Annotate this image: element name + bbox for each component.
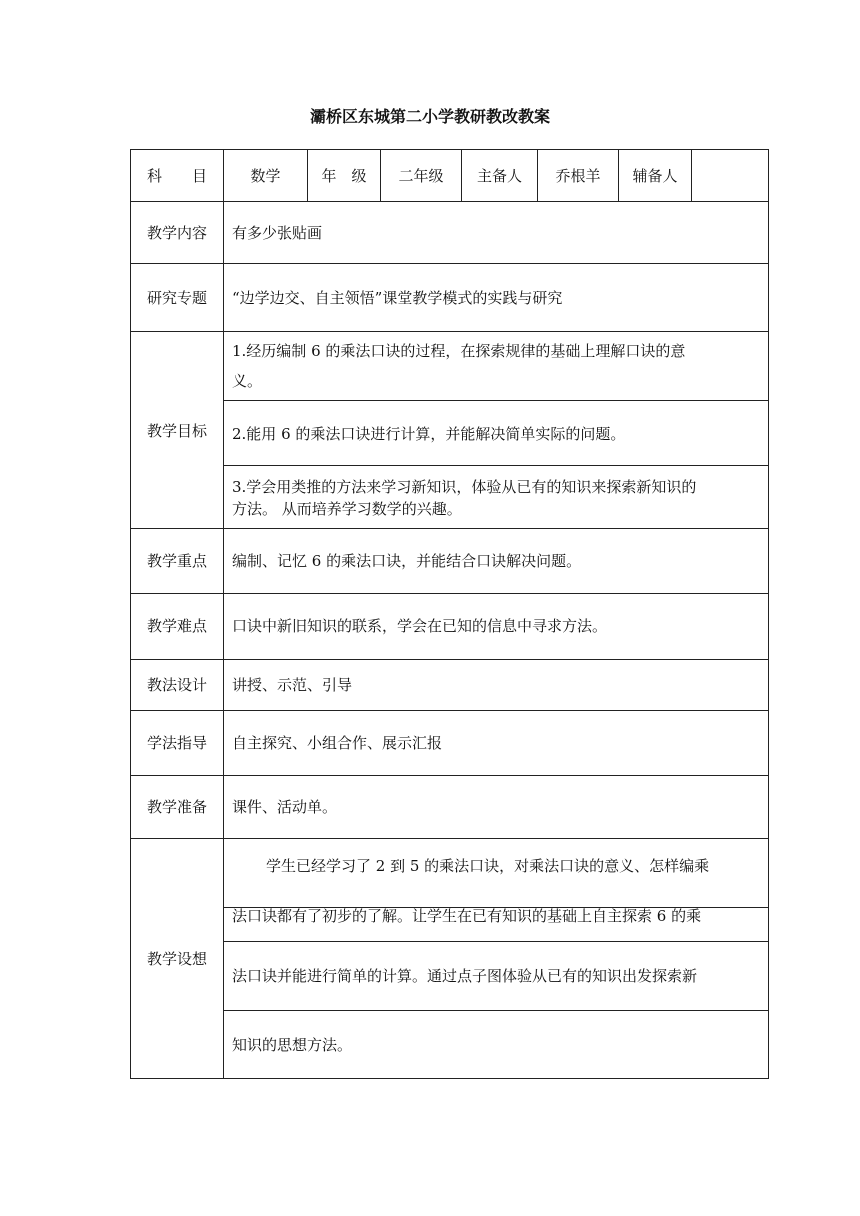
- goal-1-line-2: 义。: [232, 372, 263, 390]
- key-points-label: 教学重点: [146, 552, 207, 570]
- subject-value: 数学: [250, 167, 281, 185]
- row-divider: [130, 775, 769, 776]
- sub-row-divider: [223, 941, 769, 942]
- row-divider: [130, 659, 769, 660]
- design-line-4: 知识的思想方法。: [232, 1036, 353, 1054]
- row-divider: [130, 710, 769, 711]
- grade-label: 年 级: [321, 167, 367, 185]
- study-guidance-value: 自主探究、小组合作、展示汇报: [232, 734, 443, 752]
- design-line-1: 学生已经学习了 2 到 5 的乘法口诀，对乘法口诀的意义、怎样编乘: [266, 857, 710, 875]
- assistant-preparer-label: 辅备人: [632, 167, 678, 185]
- difficulty-value: 口诀中新旧知识的联系，学会在已知的信息中寻求方法。: [232, 617, 608, 635]
- header-column-divider: [691, 149, 692, 202]
- row-divider: [130, 263, 769, 264]
- study-guidance-label: 学法指导: [146, 734, 207, 752]
- table-border-right: [768, 149, 769, 1079]
- preparation-label: 教学准备: [146, 798, 207, 816]
- sub-row-divider: [223, 1010, 769, 1011]
- label-column-divider: [223, 149, 224, 1079]
- teaching-method-label: 教法设计: [146, 676, 207, 694]
- design-line-3: 法口诀并能进行简单的计算。通过点子图体验从已有的知识出发探索新: [232, 967, 698, 985]
- page-title: 灞桥区东城第二小学教研教改教案: [309, 107, 550, 126]
- row-divider: [130, 331, 769, 332]
- design-line-2: 法口诀都有了初步的了解。让学生在已有知识的基础上自主探索 6 的乘: [232, 907, 702, 925]
- preparation-value: 课件、活动单。: [232, 798, 338, 816]
- lead-preparer-value: 乔根羊: [555, 167, 601, 185]
- subject-label: 科 目: [146, 167, 207, 185]
- difficulty-label: 教学难点: [146, 617, 207, 635]
- row-divider: [130, 593, 769, 594]
- topic-label: 研究专题: [146, 289, 207, 307]
- key-points-value: 编制、记忆 6 的乘法口诀，并能结合口诀解决问题。: [232, 552, 582, 570]
- row-divider: [130, 528, 769, 529]
- content-label: 教学内容: [146, 224, 207, 242]
- teaching-method-value: 讲授、示范、引导: [232, 676, 353, 694]
- content-value: 有多少张贴画: [232, 224, 323, 242]
- table-border-top: [130, 149, 769, 150]
- row-divider: [130, 201, 769, 202]
- topic-value: “边学边交、自主领悟”课堂教学模式的实践与研究: [232, 289, 563, 307]
- goal-3-line-1: 3.学会用类推的方法来学习新知识，体验从已有的知识来探索新知识的: [232, 478, 697, 496]
- lead-preparer-label: 主备人: [476, 167, 522, 185]
- sub-row-divider: [223, 465, 769, 466]
- sub-row-divider: [223, 400, 769, 401]
- goal-2: 2.能用 6 的乘法口诀进行计算，并能解决简单实际的问题。: [232, 425, 626, 443]
- goal-3-line-2: 方法。 从而培养学习数学的兴趣。: [232, 500, 462, 518]
- design-label: 教学设想: [146, 950, 207, 968]
- goal-1-line-1: 1.经历编制 6 的乘法口诀的过程，在探索规律的基础上理解口诀的意: [232, 342, 686, 360]
- grade-value: 二年级: [398, 167, 444, 185]
- table-border-bottom: [130, 1078, 769, 1079]
- goals-label: 教学目标: [146, 422, 207, 440]
- row-divider: [130, 838, 769, 839]
